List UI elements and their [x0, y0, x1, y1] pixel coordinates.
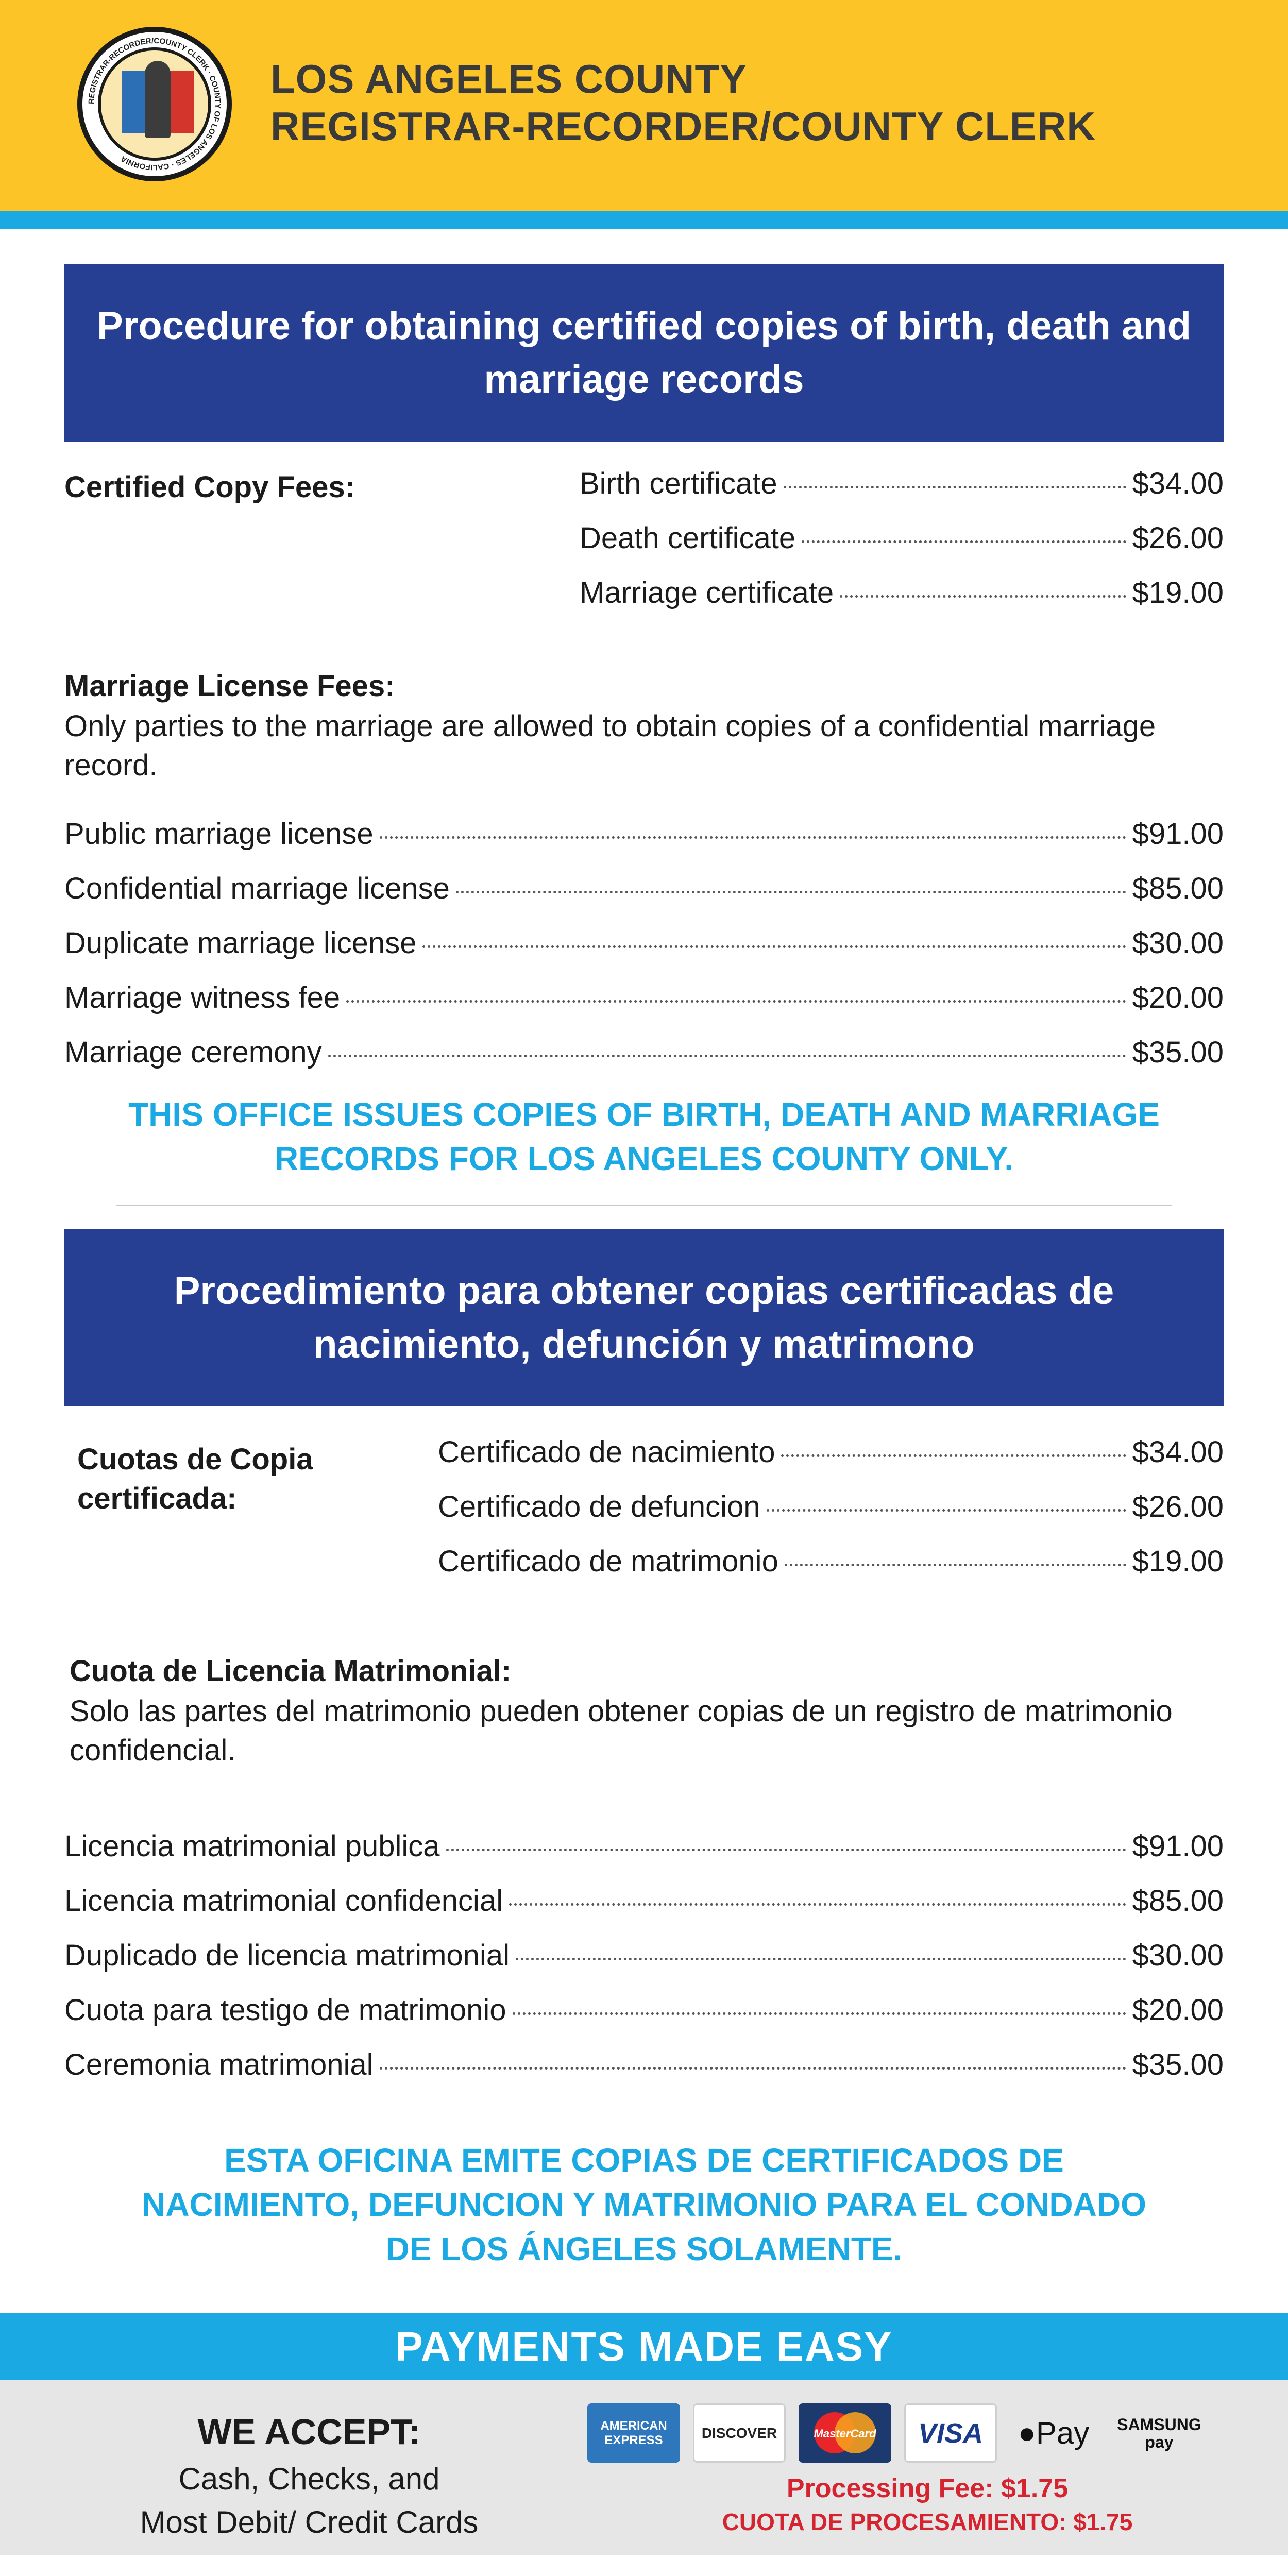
license-note-es: Solo las partes del matrimonio pueden obtener copias de un registro de matrimonio confidencial.: [70, 1694, 1173, 1767]
license-fees-label-en: Marriage License Fees:: [64, 669, 395, 703]
fee-row: Confidential marriage license $85.00: [64, 872, 1224, 905]
fee-row: Marriage certificate $19.00: [580, 576, 1224, 609]
discover-icon: DISCOVER: [693, 2403, 786, 2463]
processing-fee-es: CUOTA DE PROCESAMIENTO: $1.75: [722, 2509, 1133, 2535]
county-seal-logo: [77, 27, 232, 181]
mastercard-icon: [799, 2403, 891, 2463]
fee-row: Licencia matrimonial publica $91.00: [64, 1829, 1224, 1863]
license-note-en: Only parties to the marriage are allowed to obtain copies of a confidential marriage record.: [64, 709, 1156, 782]
office-notice-es: ESTA OFICINA EMITE COPIAS DE CERTIFICADOS DE NACIMIENTO, DEFUNCION Y MATRIMONIO PARA EL CONDADO DE LOS ÁNGELES SOLAMENTE.: [142, 2142, 1146, 2267]
fee-row: Marriage ceremony $35.00: [64, 1036, 1224, 1069]
fee-row: Marriage witness fee $20.00: [64, 981, 1224, 1014]
accepted-methods-line2: Most Debit/ Credit Cards: [140, 2505, 479, 2539]
fee-row: Cuota para testigo de matrimonio $20.00: [64, 1993, 1224, 2027]
fee-row: Certificado de nacimiento $34.00: [438, 1435, 1224, 1469]
office-title-line1: LOS ANGELES COUNTY: [270, 56, 748, 101]
fee-row: Public marriage license $91.00: [64, 817, 1224, 851]
fee-row: Birth certificate $34.00: [580, 467, 1224, 500]
amex-icon: AMERICAN EXPRESS: [587, 2403, 680, 2463]
certified-fees-list-es: [438, 1435, 1224, 1599]
fee-row: Death certificate $26.00: [580, 521, 1224, 555]
payments-banner: PAYMENTS MADE EASY: [0, 2313, 1288, 2380]
procedure-banner-es: Procedimiento para obtener copias certificadas de nacimiento, defunción y matrimono: [64, 1229, 1224, 1406]
certified-fees-list-en: [580, 466, 1224, 630]
accepted-methods-line1: Cash, Checks, and: [178, 2462, 440, 2496]
samsung-pay-icon: SAMSUNG pay: [1117, 2415, 1201, 2451]
fee-row: Duplicado de licencia matrimonial $30.00: [64, 1939, 1224, 1972]
fee-row: Licencia matrimonial confidencial $85.00: [64, 1884, 1224, 1918]
license-fees-list-es: [64, 1829, 1224, 2102]
seal-emblem: [98, 47, 211, 161]
processing-fee-en: Processing Fee: $1.75: [786, 2473, 1069, 2503]
we-accept-heading: WE ACCEPT:: [197, 2412, 421, 2452]
certified-fees-label-en: Certified Copy Fees:: [64, 470, 355, 504]
visa-icon: VISA: [904, 2403, 997, 2463]
fee-row: Certificado de matrimonio $19.00: [438, 1545, 1224, 1578]
apple-pay-icon: ● Pay: [1018, 2416, 1090, 2450]
fee-row: Duplicate marriage license $30.00: [64, 926, 1224, 960]
office-title-line2: REGISTRAR-RECORDER/COUNTY CLERK: [270, 104, 1096, 149]
fee-row: Certificado de defuncion $26.00: [438, 1490, 1224, 1523]
header-stripe: [0, 211, 1288, 229]
license-fees-list-en: [64, 817, 1224, 1090]
accepted-methods: [103, 2458, 515, 2544]
svg-text:REGISTRAR-RECORDER/COUNTY CLER: REGISTRAR-RECORDER/COUNTY CLERK · COUNTY OF LOS ANGELES · CALIFORNIA: [87, 36, 223, 172]
svg-text:MasterCard: MasterCard: [814, 2427, 876, 2440]
license-fees-label-es: Cuota de Licencia Matrimonial:: [70, 1654, 512, 1688]
certified-fees-label-es: Cuotas de Copia certificada:: [77, 1443, 313, 1515]
fee-row: Ceremonia matrimonial $35.00: [64, 2048, 1224, 2081]
section-divider: [116, 1205, 1172, 1206]
office-notice-en: THIS OFFICE ISSUES COPIES OF BIRTH, DEATH AND MARRIAGE RECORDS FOR LOS ANGELES COUNTY ONLY.: [128, 1096, 1160, 1177]
procedure-banner-en: Procedure for obtaining certified copies of birth, death and marriage records: [64, 264, 1224, 442]
